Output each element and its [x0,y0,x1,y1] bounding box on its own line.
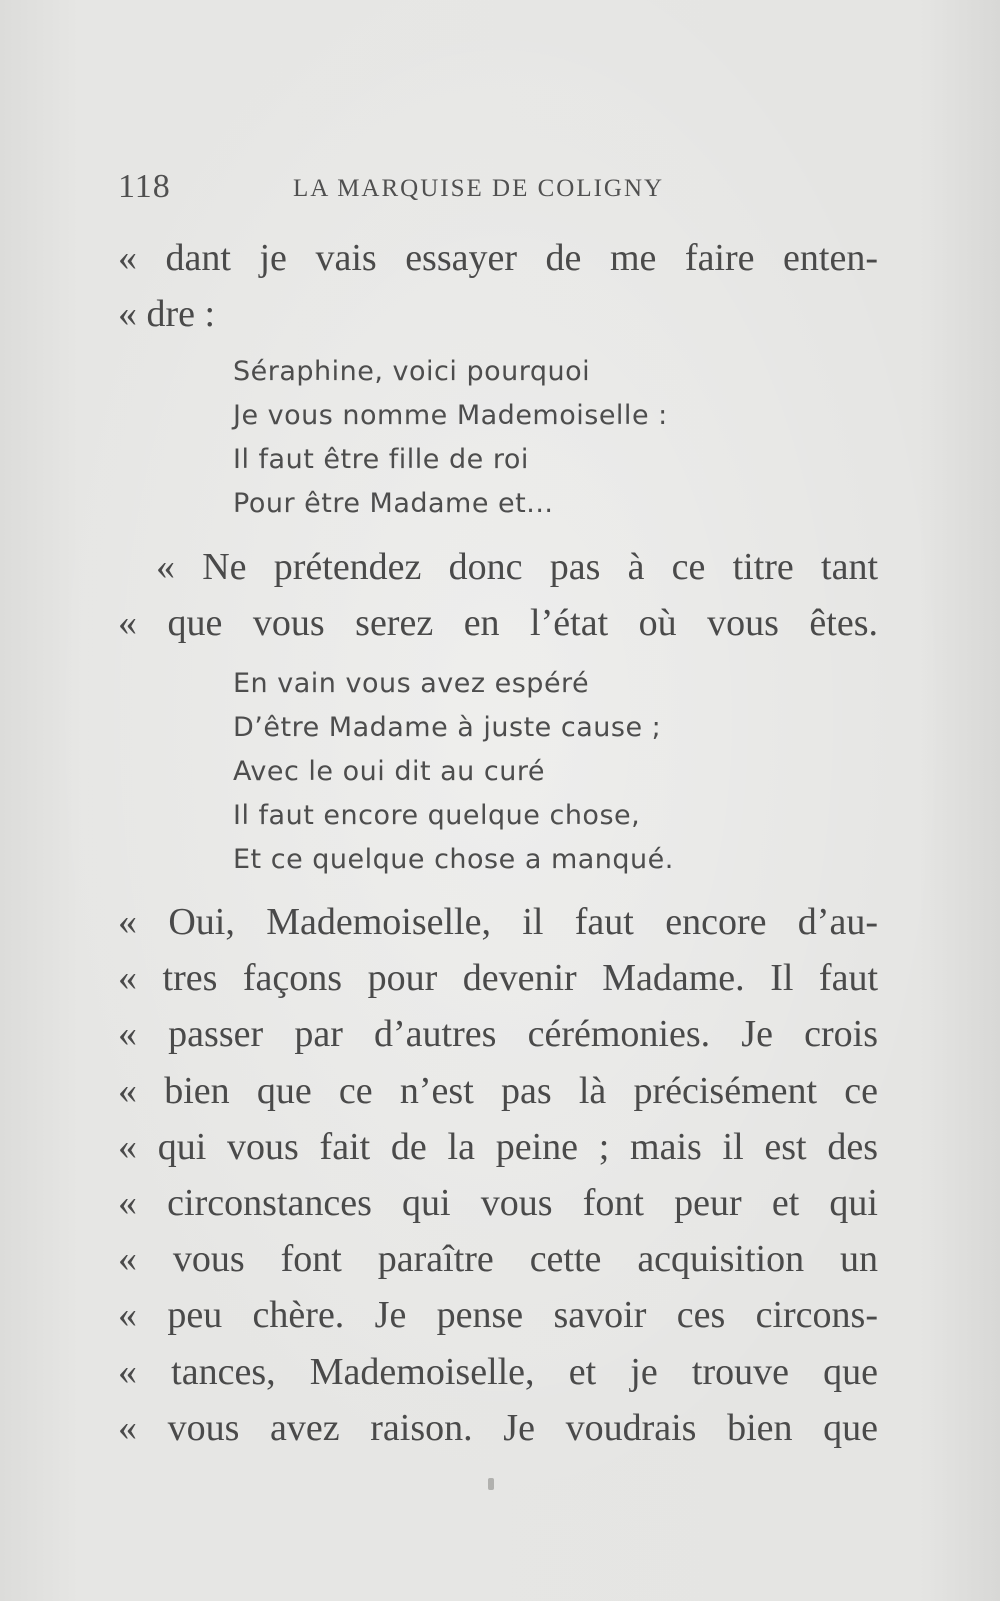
running-title: LA MARQUISE DE COLIGNY [293,175,665,202]
paragraph-2 [118,539,878,651]
verse-stanza-2 [233,662,674,882]
page-number: 118 [118,168,171,205]
verse-stanza-1 [233,350,668,526]
page-header [118,168,718,208]
text-line: « passer par d’autres cérémonies. Je crois [118,1013,878,1056]
text-line: « vous font paraître cette acquisition un [118,1238,878,1281]
paragraph-3 [118,894,878,1456]
verse-line: Il faut être fille de roi [233,444,529,475]
verse-line: Je vous nomme Mademoiselle : [233,400,668,431]
text-line: « tances, Mademoiselle, et je trouve que [118,1350,878,1393]
text-line: « dant je vais essayer de me faire enten- [118,237,878,279]
text-line: « qui vous fait de la peine ; mais il est des [118,1125,878,1168]
verse-line: Il faut encore quelque chose, [233,800,641,831]
verse-line: Pour être Madame et... [233,488,554,519]
text-line: « Oui, Mademoiselle, il faut encore d’au- [118,901,878,943]
verse-line: En vain vous avez espéré [233,668,590,699]
text-line: « que vous serez en l’état où vous êtes. [118,602,878,644]
text-line: « dre : [118,293,216,335]
text-line: « vous avez raison. Je voudrais bien que [118,1406,878,1449]
text-line: « peu chère. Je pense savoir ces circons- [118,1294,878,1337]
text-line: « bien que ce n’est pas là précisément ce [118,1069,878,1112]
verse-line: Et ce quelque chose a manqué. [233,844,674,875]
paragraph-1 [118,230,878,342]
verse-line: Séraphine, voici pourquoi [233,356,591,387]
text-line: « tres façons pour devenir Madame. Il faut [118,957,878,1000]
verse-line: Avec le oui dit au curé [233,756,545,787]
text-line: « Ne prétendez donc pas à ce titre tant [156,546,878,588]
text-line: « circonstances qui vous font peur et qui [118,1181,878,1224]
ink-speck [488,1478,494,1490]
verse-line: D’être Madame à juste cause ; [233,712,662,743]
